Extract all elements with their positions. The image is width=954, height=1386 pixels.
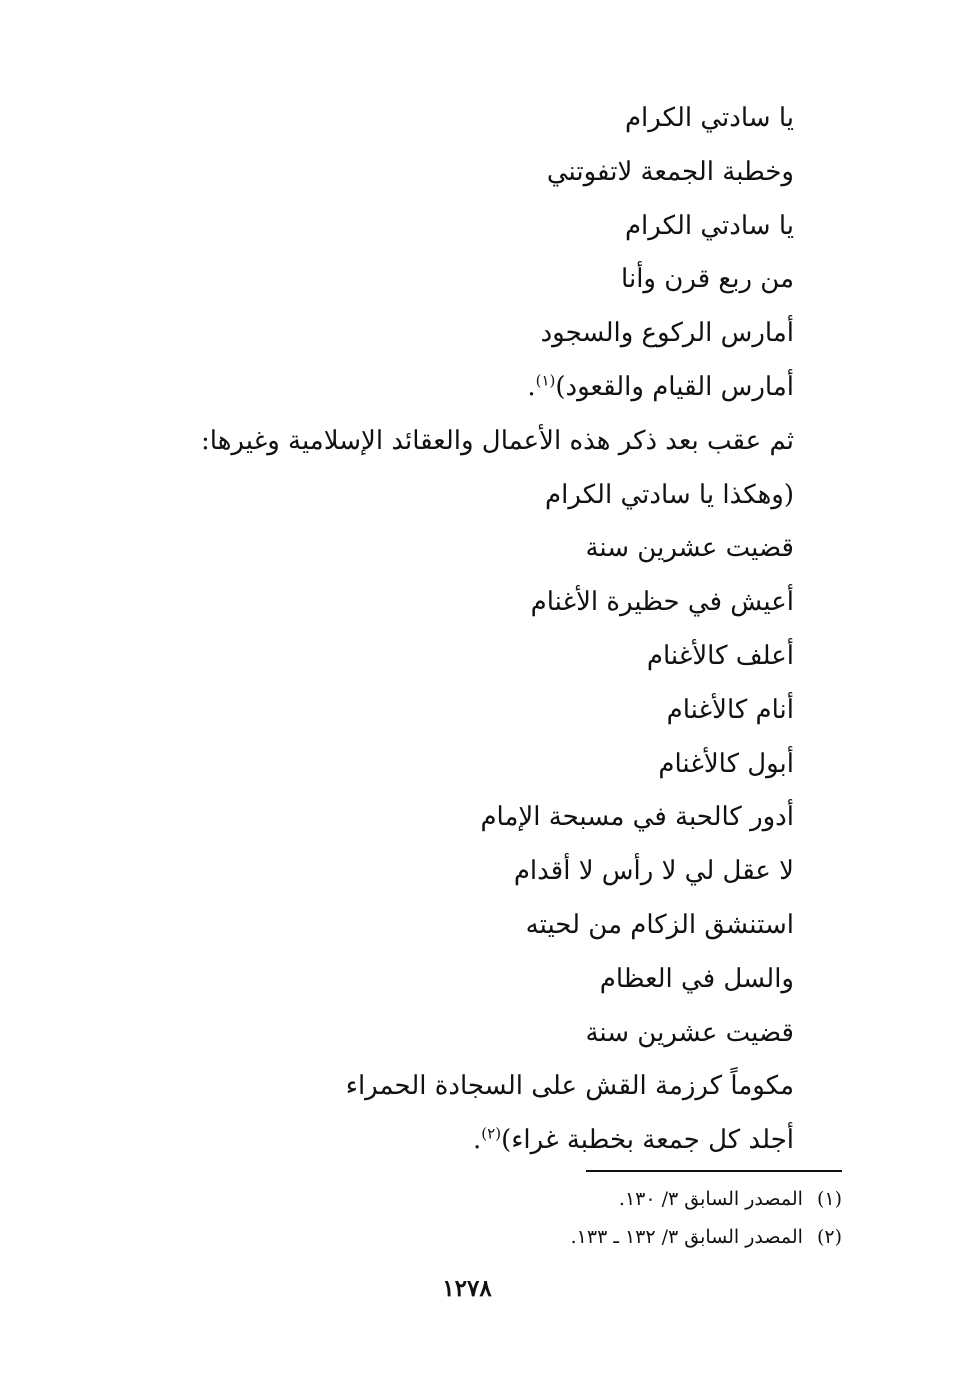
text-line bbox=[174, 1007, 794, 1061]
footnote-number: (١) bbox=[816, 1188, 842, 1210]
text-line bbox=[174, 361, 794, 415]
line-text: لا عقل لي لا رأس لا أقدام bbox=[513, 856, 794, 887]
line-text: مكوماً كرزمة القش على السجادة الحمراء bbox=[345, 1071, 794, 1102]
main-text bbox=[174, 92, 794, 1168]
footnote-text: المصدر السابق ٣/ ١٣٠. bbox=[618, 1188, 803, 1210]
footnote-reference: (١) bbox=[535, 371, 556, 390]
line-text: قضيت عشرين سنة bbox=[585, 1017, 794, 1048]
text-line bbox=[174, 307, 794, 361]
line-text: قضيت عشرين سنة bbox=[585, 533, 794, 564]
text-line bbox=[174, 845, 794, 899]
text-line bbox=[174, 200, 794, 254]
text-line bbox=[174, 630, 794, 684]
footnote-text: المصدر السابق ٣/ ١٣٢ ـ ١٣٣. bbox=[570, 1226, 803, 1248]
line-text: (وهكذا يا سادتي الكرام bbox=[545, 479, 794, 510]
footnote-reference: (٢) bbox=[481, 1124, 502, 1143]
line-punctuation: . bbox=[527, 371, 536, 402]
line-text: يا سادتي الكرام bbox=[624, 210, 794, 241]
text-line bbox=[174, 791, 794, 845]
text-line bbox=[174, 253, 794, 307]
text-line bbox=[174, 146, 794, 200]
text-line bbox=[174, 684, 794, 738]
line-text: ثم عقب بعد ذكر هذه الأعمال والعقائد الإسلامية وغيرها: bbox=[201, 425, 794, 456]
footnote-number: (٢) bbox=[816, 1226, 842, 1248]
line-text: استنشق الزكام من لحيته bbox=[525, 909, 794, 940]
line-text: وخطبة الجمعة لاتفوتني bbox=[546, 156, 794, 187]
text-line bbox=[174, 1114, 794, 1168]
line-text: أعيش في حظيرة الأغنام bbox=[530, 587, 794, 618]
text-line bbox=[174, 576, 794, 630]
footnote-item bbox=[382, 1218, 842, 1256]
text-line bbox=[174, 953, 794, 1007]
line-text: أمارس القيام والقعود) bbox=[555, 371, 794, 402]
footnote-divider bbox=[586, 1170, 842, 1172]
line-text: أمارس الركوع والسجود bbox=[540, 318, 794, 349]
line-punctuation: . bbox=[473, 1125, 482, 1156]
text-line bbox=[174, 92, 794, 146]
line-text: أدور كالحبة في مسبحة الإمام bbox=[480, 802, 794, 833]
line-text: من ربع قرن وأنا bbox=[621, 264, 794, 295]
text-line bbox=[174, 415, 794, 469]
page-number: ١٢٧٨ bbox=[442, 1275, 492, 1302]
footnotes bbox=[382, 1180, 842, 1256]
line-text: أبول كالأغنام bbox=[658, 748, 794, 779]
line-text: يا سادتي الكرام bbox=[624, 103, 794, 133]
line-text: أنام كالأغنام bbox=[666, 694, 794, 725]
text-line bbox=[174, 1060, 794, 1114]
text-line bbox=[174, 738, 794, 792]
line-text: أجلد كل جمعة بخطبة غراء) bbox=[501, 1125, 794, 1156]
text-line bbox=[174, 469, 794, 523]
line-text: أعلف كالأغنام bbox=[646, 640, 794, 671]
text-line bbox=[174, 899, 794, 953]
line-text: والسل في العظام bbox=[599, 963, 794, 994]
footnote-item bbox=[382, 1180, 842, 1218]
text-line bbox=[174, 522, 794, 576]
